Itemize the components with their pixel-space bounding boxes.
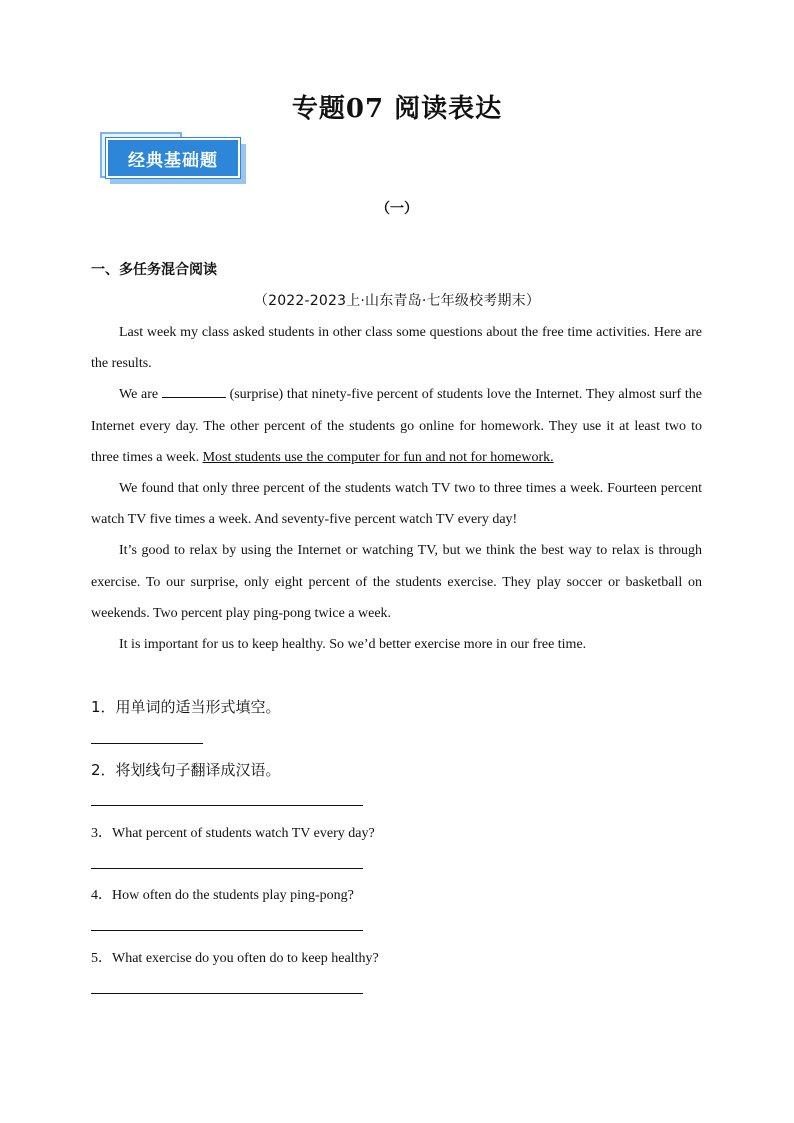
exercise-heading: 一、多任务混合阅读 xyxy=(91,262,217,278)
answer-line-5[interactable] xyxy=(91,993,363,994)
answer-line-3[interactable] xyxy=(91,868,363,869)
underlined-sentence: Most students use the computer for fun and not for homework. xyxy=(202,449,554,465)
passage-paragraph-4: It’s good to relax by using the Internet or watching TV, but we think the best way to relax is through exercise. To our surprise, only eight percent of the students exercise. They play soccer or basketball on weekends. Two percent play ping-pong twice a week. xyxy=(91,543,702,621)
fill-blank[interactable] xyxy=(162,383,226,398)
exercise-source: （2022-2023上·山东青岛·七年级校考期末） xyxy=(253,293,541,309)
section-badge xyxy=(100,132,248,186)
answer-line-2[interactable] xyxy=(91,805,363,806)
passage-paragraph-5: It is important for us to keep healthy. So we’d better exercise more in our free time. xyxy=(119,637,587,653)
page-title: 专题07 阅读表达 xyxy=(291,94,503,124)
badge-label: 经典基础题 xyxy=(106,138,240,178)
passage-paragraph-2 xyxy=(91,379,702,473)
section-number: （一） xyxy=(376,201,418,217)
question-4: 4．How often do the students play ping-pong? xyxy=(91,888,354,903)
passage-paragraph-3: We found that only three percent of the students watch TV two to three times a week. Fourteen percent watch TV five times a week. And seventy-five percent watch TV every day! xyxy=(91,481,702,528)
paragraph-2-middle: (surprise) that ninety-five percent of students love the Internet. They almost surf the Internet every day. The other percent of the students go online for homework. They use it at least two to three times a week. xyxy=(91,387,702,465)
question-1: 1．用单词的适当形式填空。 xyxy=(91,698,281,716)
paragraph-2-start: We are xyxy=(119,387,162,403)
question-5: 5．What exercise do you often do to keep healthy? xyxy=(91,951,379,966)
answer-line-4[interactable] xyxy=(91,930,363,931)
answer-line-1[interactable] xyxy=(91,743,203,744)
passage-paragraph-1: Last week my class asked students in other class some questions about the free time activities. Here are the results. xyxy=(91,325,702,372)
question-3: 3．What percent of students watch TV every day? xyxy=(91,826,375,841)
question-2: 2．将划线句子翻译成汉语。 xyxy=(91,761,281,779)
reading-passage xyxy=(91,317,702,660)
